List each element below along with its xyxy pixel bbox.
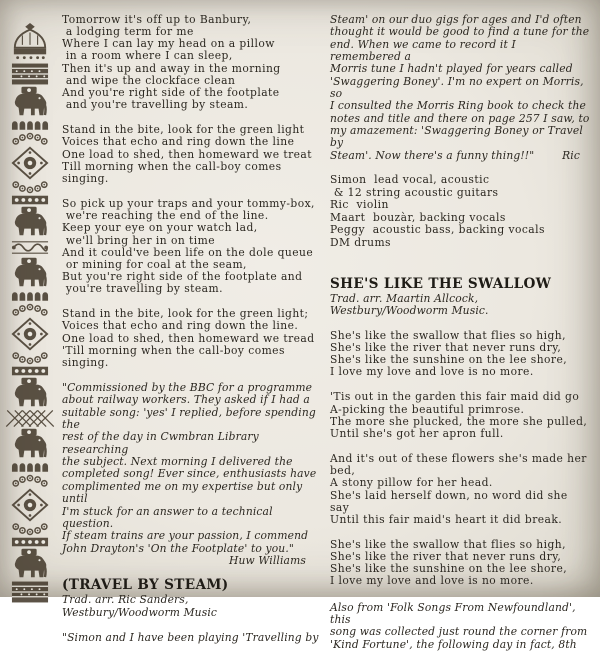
text-line: One load to shed, then homeward we tread — [62, 331, 315, 345]
ornament-elephant-icon — [11, 377, 49, 409]
right-text-column — [330, 12, 592, 651]
text-line: Until she's got her apron full. — [330, 426, 504, 440]
quote-attribution: Huw Williams — [228, 553, 306, 567]
ornament-scroll-band-icon — [11, 239, 49, 256]
text-line: Simon lead vocal, acoustic — [330, 173, 490, 187]
quote-text: Steam'. Now there's a funny thing!!" — [330, 148, 535, 162]
ornament-diamond-icon — [11, 488, 49, 522]
text-line: Voices that echo and ring down the line. — [62, 319, 299, 333]
lyrics-stanza — [330, 453, 590, 526]
text-line: Westbury/Woodworm Music. — [330, 304, 489, 318]
text-line: She's like the sunshine on the lee shore, — [330, 562, 568, 576]
text-line: She's like the river that never runs dry, — [330, 550, 562, 564]
text-line: complimented me on my expertise but only until — [62, 479, 306, 506]
text-line: One load to shed, then homeward we treat — [62, 147, 312, 161]
text-line: completed song! Ever since, enthusiasts have — [62, 467, 317, 481]
ornament-arc-up-icon — [11, 303, 49, 316]
text-line: Voices that echo and ring down the line — [62, 135, 295, 149]
lyrics-stanza — [62, 308, 320, 369]
lyrics-stanza — [62, 124, 320, 185]
songwriter-quote — [62, 382, 320, 555]
text-line: and wipe the clockface clean — [62, 73, 236, 87]
text-line: thought it would be good to find a tune for the — [330, 25, 590, 39]
lyrics-stanza — [62, 14, 320, 111]
decorative-border — [8, 12, 52, 597]
ornament-woven-band-icon — [11, 410, 49, 427]
song-source-note — [330, 602, 590, 651]
arrangement-credit — [330, 293, 590, 318]
ornament-beaded-band-icon — [11, 366, 49, 376]
text-line: notes and title and there on page 257 I saw, to — [330, 111, 590, 125]
text-line: suitable song: 'yes' I replied, before spending the — [62, 405, 320, 432]
ornament-arc-up-icon — [11, 132, 49, 145]
musician-credits — [330, 174, 590, 249]
lyrics-stanza — [330, 539, 590, 588]
left-text-column — [62, 12, 320, 644]
text-line: I love my love and love is no more. — [330, 365, 534, 379]
text-line: Tomorrow it's off up to Banbury, — [62, 13, 252, 26]
ornament-figures-row-icon — [11, 461, 49, 473]
text-line: A-picking the beautiful primrose. — [330, 402, 525, 416]
text-line: And it's out of these flowers she's made her bed, — [330, 452, 591, 478]
quote-opening-line — [62, 632, 320, 644]
ornament-dome-icon — [11, 22, 49, 62]
ornament-figures-row-icon — [11, 290, 49, 302]
text-line: 'Kind Fortune', the following day in fact, 8th — [330, 637, 577, 651]
ornament-elephant-icon — [11, 86, 49, 118]
text-line: & 12 string acoustic guitars — [330, 185, 499, 199]
ornament-elephant-icon — [11, 428, 49, 460]
text-line: Steam' on our duo gigs for ages and I'd often — [330, 13, 582, 26]
text-line: my amazement: 'Swaggering Boney or Travel by — [330, 124, 587, 150]
song-title-travel-by-steam: (TRAVEL BY STEAM) — [62, 577, 229, 594]
spacer — [330, 318, 590, 330]
text-line: end. When we came to record it I remembered a — [330, 37, 520, 64]
text-line: She's laid herself down, no word did she say — [330, 488, 572, 514]
ornament-arc-down-icon — [11, 181, 49, 194]
text-line: in a room where I can sleep, — [62, 49, 233, 63]
text-line: Till morning when the call-boy comes singing. — [62, 159, 286, 185]
text-line: She's like the swallow that flies so high, — [330, 328, 566, 342]
ornament-elephant-icon — [11, 257, 49, 289]
text-line: and you're travelling by steam. — [62, 98, 249, 112]
text-line: Where I can lay my head on a pillow — [62, 37, 275, 51]
text-line: Morris tune I hadn't played for years called — [330, 62, 573, 76]
text-line: Stand in the bite, look for the green light — [62, 123, 305, 137]
text-line: Ric violin — [330, 198, 389, 212]
text-line: I consulted the Morris Ring book to check the — [330, 99, 586, 113]
quote-body — [330, 14, 590, 150]
ornament-striped-band-icon — [11, 63, 49, 85]
ornament-elephant-icon — [11, 548, 49, 580]
ornament-arc-up-icon — [11, 474, 49, 487]
text-line: So pick up your traps and your tommy-box, — [62, 197, 315, 211]
song-title-shes-like-the-swallow: SHE'S LIKE THE SWALLOW — [330, 276, 552, 293]
text-line: Stand in the bite, look for the green light; — [62, 307, 309, 321]
lyrics-stanza — [330, 330, 590, 379]
text-line: Westbury/Woodworm Music — [62, 605, 218, 619]
lyrics-stanza — [330, 391, 590, 440]
text-line: Peggy acoustic bass, backing vocals — [330, 223, 545, 237]
text-line: Trad. arr. Ric Sanders, — [62, 593, 189, 607]
text-line: a lodging term for me — [62, 25, 194, 39]
text-line: we'll bring her in on time — [62, 233, 215, 247]
text-line: And you're right side of the footplate — [62, 85, 280, 99]
ornament-diamond-icon — [11, 146, 49, 180]
text-line: I'm stuck for an answer to a technical question. — [62, 504, 277, 530]
text-line: 'Swaggering Boney'. I'm no expert on Morris, so — [330, 74, 588, 101]
text-line: "Commissioned by the BBC for a programme — [62, 381, 313, 395]
ornament-arc-down-icon — [11, 523, 49, 536]
text-line: "Simon and I have been playing 'Travelling by — [62, 630, 319, 644]
text-line: John Drayton's 'On the Footplate' to you." — [62, 541, 294, 555]
text-line: song was collected just round the corner from — [330, 625, 588, 639]
text-line: Maart bouzàr, backing vocals — [330, 210, 506, 224]
text-line: And it could've been life on the dole queue — [62, 245, 314, 259]
songwriter-quote-continued — [330, 14, 590, 162]
text-line: rest of the day in Cwmbran Library researching — [62, 430, 263, 456]
ornament-beaded-band-icon — [11, 195, 49, 205]
text-line: 'Tis out in the garden this fair maid did go — [330, 390, 580, 404]
ornament-beaded-band-icon — [11, 537, 49, 547]
quote-last-line — [330, 150, 590, 162]
text-line: A stony pillow for her head. — [330, 476, 493, 490]
quote-attribution: Ric — [562, 148, 580, 162]
lyrics-stanza — [62, 198, 320, 295]
text-line: or mining for coal at the seam, — [62, 257, 247, 271]
text-line: I love my love and love is no more. — [330, 574, 534, 588]
text-line: 'Till morning when the call-boy comes singing. — [62, 343, 289, 369]
text-line: Also from 'Folk Songs From Newfoundland', this — [330, 600, 580, 626]
text-line: the subject. Next morning I delivered the — [62, 455, 293, 469]
text-line: If steam trains are your passion, I commend — [62, 529, 309, 543]
text-line: She's like the river that never runs dry, — [330, 340, 562, 354]
text-line: you're travelling by steam. — [62, 282, 223, 296]
text-line: Then it's up and away in the morning — [62, 61, 281, 75]
arrangement-credit — [62, 594, 320, 619]
text-line: Keep your eye on your watch lad, — [62, 221, 258, 235]
text-line: Until this fair maid's heart it did break. — [330, 512, 563, 526]
text-line: But you're right side of the footplate and — [62, 269, 303, 283]
text-line: about railway workers. They asked if I had a — [62, 393, 310, 407]
text-line: DM drums — [330, 235, 391, 249]
text-line: She's like the swallow that flies so high, — [330, 538, 566, 551]
ornament-elephant-icon — [11, 206, 49, 238]
text-line: we're reaching the end of the line. — [62, 209, 269, 223]
text-line: The more she plucked, the more she pulled, — [330, 414, 588, 428]
text-line: She's like the sunshine on the lee shore, — [330, 353, 568, 367]
ornament-figures-row-icon — [11, 119, 49, 131]
text-line: Trad. arr. Maartin Allcock, — [330, 292, 479, 306]
ornament-diamond-icon — [11, 317, 49, 351]
ornament-arc-down-icon — [11, 352, 49, 365]
ornament-striped-band-icon — [11, 581, 49, 603]
